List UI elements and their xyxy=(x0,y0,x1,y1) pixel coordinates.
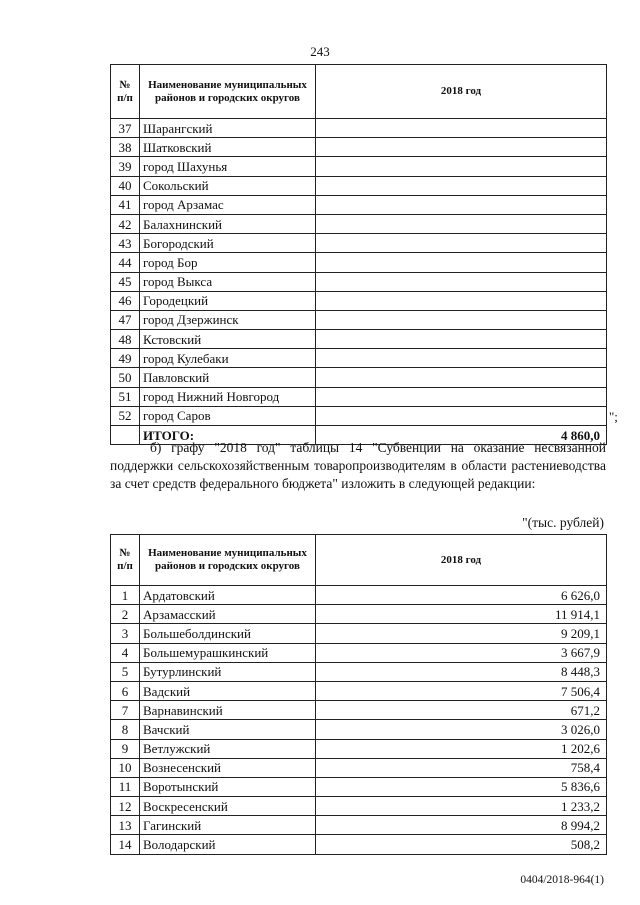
table-row xyxy=(111,387,607,406)
row-value xyxy=(316,214,607,233)
document-code: 0404/2018-964(1) xyxy=(520,874,604,886)
row-value xyxy=(316,406,607,425)
table-row xyxy=(111,777,607,796)
row-value xyxy=(316,310,607,329)
table-row xyxy=(111,253,607,272)
row-number: 7 xyxy=(111,701,140,720)
page-number: 243 xyxy=(310,44,330,59)
row-number: 2 xyxy=(111,605,140,624)
header-number: № п/п xyxy=(111,535,140,586)
row-value: 7 506,4 xyxy=(316,681,607,700)
table-row xyxy=(111,605,607,624)
subsidy-table-continued xyxy=(110,64,607,445)
row-value: 3 667,9 xyxy=(316,643,607,662)
table-row xyxy=(111,835,607,854)
row-number: 3 xyxy=(111,624,140,643)
row-number: 13 xyxy=(111,816,140,835)
row-number: 51 xyxy=(111,387,140,406)
row-municipality: Гагинский xyxy=(140,816,316,835)
row-number: 40 xyxy=(111,176,140,195)
row-number: 43 xyxy=(111,234,140,253)
table-row xyxy=(111,349,607,368)
table-row xyxy=(111,643,607,662)
row-value xyxy=(316,272,607,291)
row-number: 10 xyxy=(111,758,140,777)
table-header-row xyxy=(111,65,607,119)
row-municipality: Воскресенский xyxy=(140,797,316,816)
row-value: 758,4 xyxy=(316,758,607,777)
table-row xyxy=(111,195,607,214)
row-municipality: город Кулебаки xyxy=(140,349,316,368)
closing-quote: "; xyxy=(609,409,618,424)
header-municipality: Наименование муниципальных районов и городских округов xyxy=(140,535,316,586)
row-number: 9 xyxy=(111,739,140,758)
row-number: 4 xyxy=(111,643,140,662)
row-number: 48 xyxy=(111,330,140,349)
row-number: 6 xyxy=(111,681,140,700)
row-value: 8 994,2 xyxy=(316,816,607,835)
row-number: 44 xyxy=(111,253,140,272)
table-row xyxy=(111,662,607,681)
row-municipality: город Арзамас xyxy=(140,195,316,214)
row-value xyxy=(316,195,607,214)
row-value: 9 209,1 xyxy=(316,624,607,643)
row-number: 52 xyxy=(111,406,140,425)
row-value xyxy=(316,253,607,272)
row-value: 8 448,3 xyxy=(316,662,607,681)
row-municipality: Большемурашкинский xyxy=(140,643,316,662)
header-municipality: Наименование муниципальных районов и городских округов xyxy=(140,65,316,119)
table-row xyxy=(111,758,607,777)
row-value: 5 836,6 xyxy=(316,777,607,796)
table-row xyxy=(111,720,607,739)
row-municipality: Бутурлинский xyxy=(140,662,316,681)
header-year: 2018 год xyxy=(316,65,607,119)
row-value: 3 026,0 xyxy=(316,720,607,739)
row-value: 11 914,1 xyxy=(316,605,607,624)
row-municipality: город Саров xyxy=(140,406,316,425)
total-label: ИТОГО: xyxy=(140,426,316,445)
row-number: 37 xyxy=(111,119,140,138)
row-value: 1 233,2 xyxy=(316,797,607,816)
row-municipality: город Шахунья xyxy=(140,157,316,176)
row-value: 508,2 xyxy=(316,835,607,854)
table-row xyxy=(111,272,607,291)
table-row xyxy=(111,816,607,835)
row-number: 50 xyxy=(111,368,140,387)
row-municipality: Большеболдинский xyxy=(140,624,316,643)
row-municipality: Балахнинский xyxy=(140,214,316,233)
row-value: 671,2 xyxy=(316,701,607,720)
table-row xyxy=(111,176,607,195)
table-row xyxy=(111,624,607,643)
amendment-paragraph: б) графу "2018 год" таблицы 14 "Субвенции на оказание несвязанной поддержки сельскохозяйственным товаропроизводителям в области растениеводства за счет средств федерального бюджета" изложить в следующей редакции: xyxy=(110,440,606,491)
table-row xyxy=(111,138,607,157)
row-number: 14 xyxy=(111,835,140,854)
table-row xyxy=(111,406,607,425)
table-row xyxy=(111,586,607,605)
table-row xyxy=(111,234,607,253)
row-value xyxy=(316,291,607,310)
table-row xyxy=(111,739,607,758)
row-municipality: Богородский xyxy=(140,234,316,253)
row-number: 49 xyxy=(111,349,140,368)
total-value: 4 860,0 xyxy=(316,426,607,445)
row-municipality: Воротынский xyxy=(140,777,316,796)
row-value xyxy=(316,176,607,195)
row-value xyxy=(316,119,607,138)
row-municipality: Ветлужский xyxy=(140,739,316,758)
row-number: 45 xyxy=(111,272,140,291)
row-value xyxy=(316,138,607,157)
row-municipality: город Нижний Новгород xyxy=(140,387,316,406)
row-value xyxy=(316,330,607,349)
table-row xyxy=(111,119,607,138)
table-row xyxy=(111,214,607,233)
row-municipality: Вознесенский xyxy=(140,758,316,777)
row-value: 6 626,0 xyxy=(316,586,607,605)
table-body xyxy=(111,586,607,855)
row-number: 12 xyxy=(111,797,140,816)
row-municipality: Володарский xyxy=(140,835,316,854)
row-municipality: Вачский xyxy=(140,720,316,739)
row-municipality: город Выкса xyxy=(140,272,316,291)
subsidy-table-14 xyxy=(110,534,607,855)
table-row xyxy=(111,291,607,310)
row-municipality: Вадский xyxy=(140,681,316,700)
table-body xyxy=(111,119,607,426)
row-number: 11 xyxy=(111,777,140,796)
row-number: 41 xyxy=(111,195,140,214)
row-number: 8 xyxy=(111,720,140,739)
row-value xyxy=(316,368,607,387)
table-row xyxy=(111,310,607,329)
row-municipality: Сокольский xyxy=(140,176,316,195)
row-municipality: Шарангский xyxy=(140,119,316,138)
row-number: 39 xyxy=(111,157,140,176)
row-municipality: Ардатовский xyxy=(140,586,316,605)
row-municipality: Арзамасский xyxy=(140,605,316,624)
row-municipality: Городецкий xyxy=(140,291,316,310)
unit-note: "(тыс. рублей) xyxy=(522,515,604,530)
header-year: 2018 год xyxy=(316,535,607,586)
table-row xyxy=(111,797,607,816)
row-number: 46 xyxy=(111,291,140,310)
row-municipality: Кстовский xyxy=(140,330,316,349)
row-value xyxy=(316,387,607,406)
row-number: 42 xyxy=(111,214,140,233)
row-value: 1 202,6 xyxy=(316,739,607,758)
table-row xyxy=(111,701,607,720)
row-municipality: Шатковский xyxy=(140,138,316,157)
table-header-row xyxy=(111,535,607,586)
row-municipality: город Бор xyxy=(140,253,316,272)
row-municipality: Павловский xyxy=(140,368,316,387)
row-number: 38 xyxy=(111,138,140,157)
row-number: 47 xyxy=(111,310,140,329)
table-row xyxy=(111,157,607,176)
table-row xyxy=(111,330,607,349)
row-value xyxy=(316,157,607,176)
row-number: 1 xyxy=(111,586,140,605)
row-municipality: Варнавинский xyxy=(140,701,316,720)
row-number: 5 xyxy=(111,662,140,681)
row-value xyxy=(316,349,607,368)
header-number: № п/п xyxy=(111,65,140,119)
table-row xyxy=(111,681,607,700)
row-municipality: город Дзержинск xyxy=(140,310,316,329)
table-row xyxy=(111,368,607,387)
row-value xyxy=(316,234,607,253)
